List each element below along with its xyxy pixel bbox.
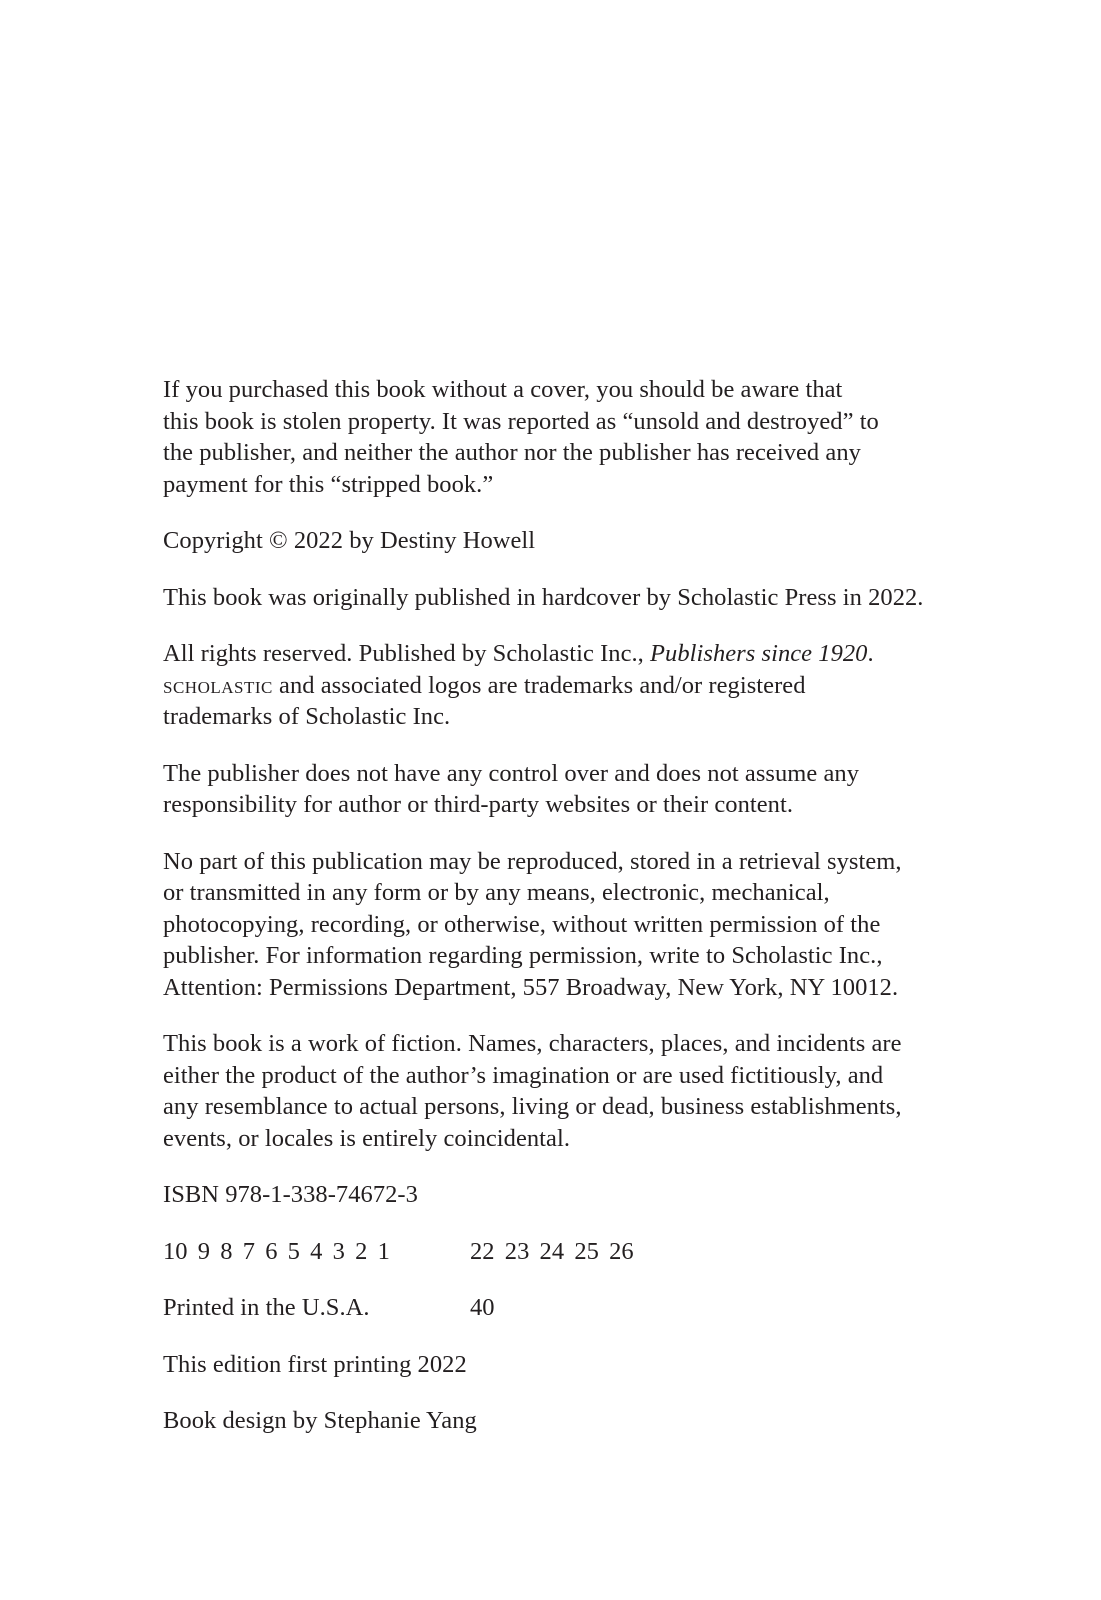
copyright-text-block: [163, 374, 943, 1462]
reproduction-line: Attention: Permissions Department, 557 Broadway, New York, NY 10012.: [163, 973, 899, 1001]
isbn-line: ISBN 978-1-338-74672-3: [163, 1181, 418, 1208]
fiction-line: This book is a work of fiction. Names, characters, places, and incidents are: [163, 1030, 902, 1057]
printing-years: 22 23 24 25 26: [470, 1237, 634, 1265]
printed-in-label: Printed in the U.S.A.: [163, 1294, 370, 1321]
fiction-disclaimer: [163, 1028, 943, 1154]
edition-line: This edition first printing 2022: [163, 1350, 467, 1378]
fiction-line: any resemblance to actual persons, living or dead, business establishments,: [163, 1093, 902, 1120]
publishers-since-tagline: Publishers since 1920: [650, 640, 868, 667]
reproduction-notice: [163, 846, 943, 1004]
notice-line: this book is stolen property. It was reported as “unsold and destroyed” to: [163, 407, 879, 435]
trademark-text: and associated logos are trademarks and/or registered: [272, 671, 806, 699]
rights-line-1: [163, 638, 943, 670]
reproduction-line: No part of this publication may be reproduced, stored in a retrieval system,: [163, 847, 902, 875]
fiction-line: events, or locales is entirely coincidental.: [163, 1124, 570, 1152]
fiction-line: either the product of the author’s imagination or are used fictitiously, and: [163, 1061, 884, 1089]
notice-line: payment for this “stripped book.”: [163, 470, 494, 498]
copyright-line: Copyright © 2022 by Destiny Howell: [163, 527, 536, 554]
notice-line: the publisher, and neither the author nor the publisher has received any: [163, 439, 861, 466]
printing-numbers: 10 9 8 7 6 5 4 3 2 1: [163, 1237, 390, 1265]
printing-line: [163, 1236, 943, 1268]
stripped-book-notice: [163, 374, 943, 500]
rights-line-2: [163, 670, 943, 702]
disclaimer-line: The publisher does not have any control over and does not assume any: [163, 759, 860, 787]
websites-disclaimer: [163, 758, 943, 821]
reproduction-line: photocopying, recording, or otherwise, without written permission of the: [163, 910, 881, 938]
design-credit: Book design by Stephanie Yang: [163, 1407, 477, 1434]
rights-suffix: .: [867, 640, 874, 667]
reproduction-line: or transmitted in any form or by any means, electronic, mechanical,: [163, 879, 830, 906]
original-publication-line: This book was originally published in hardcover by Scholastic Press in 2022.: [163, 583, 924, 611]
printed-in-line: [163, 1292, 943, 1324]
rights-prefix: All rights reserved. Published by Scholastic Inc.,: [163, 640, 651, 667]
rights-line-3: trademarks of Scholastic Inc.: [163, 703, 451, 730]
rights-reserved: [163, 638, 943, 733]
notice-line: If you purchased this book without a cover, you should be aware that: [163, 376, 843, 403]
scholastic-trademark: scholastic: [163, 671, 273, 699]
disclaimer-line: responsibility for author or third-party websites or their content.: [163, 791, 793, 818]
printer-code: 40: [470, 1294, 495, 1321]
reproduction-line: publisher. For information regarding permission, write to Scholastic Inc.,: [163, 942, 883, 969]
